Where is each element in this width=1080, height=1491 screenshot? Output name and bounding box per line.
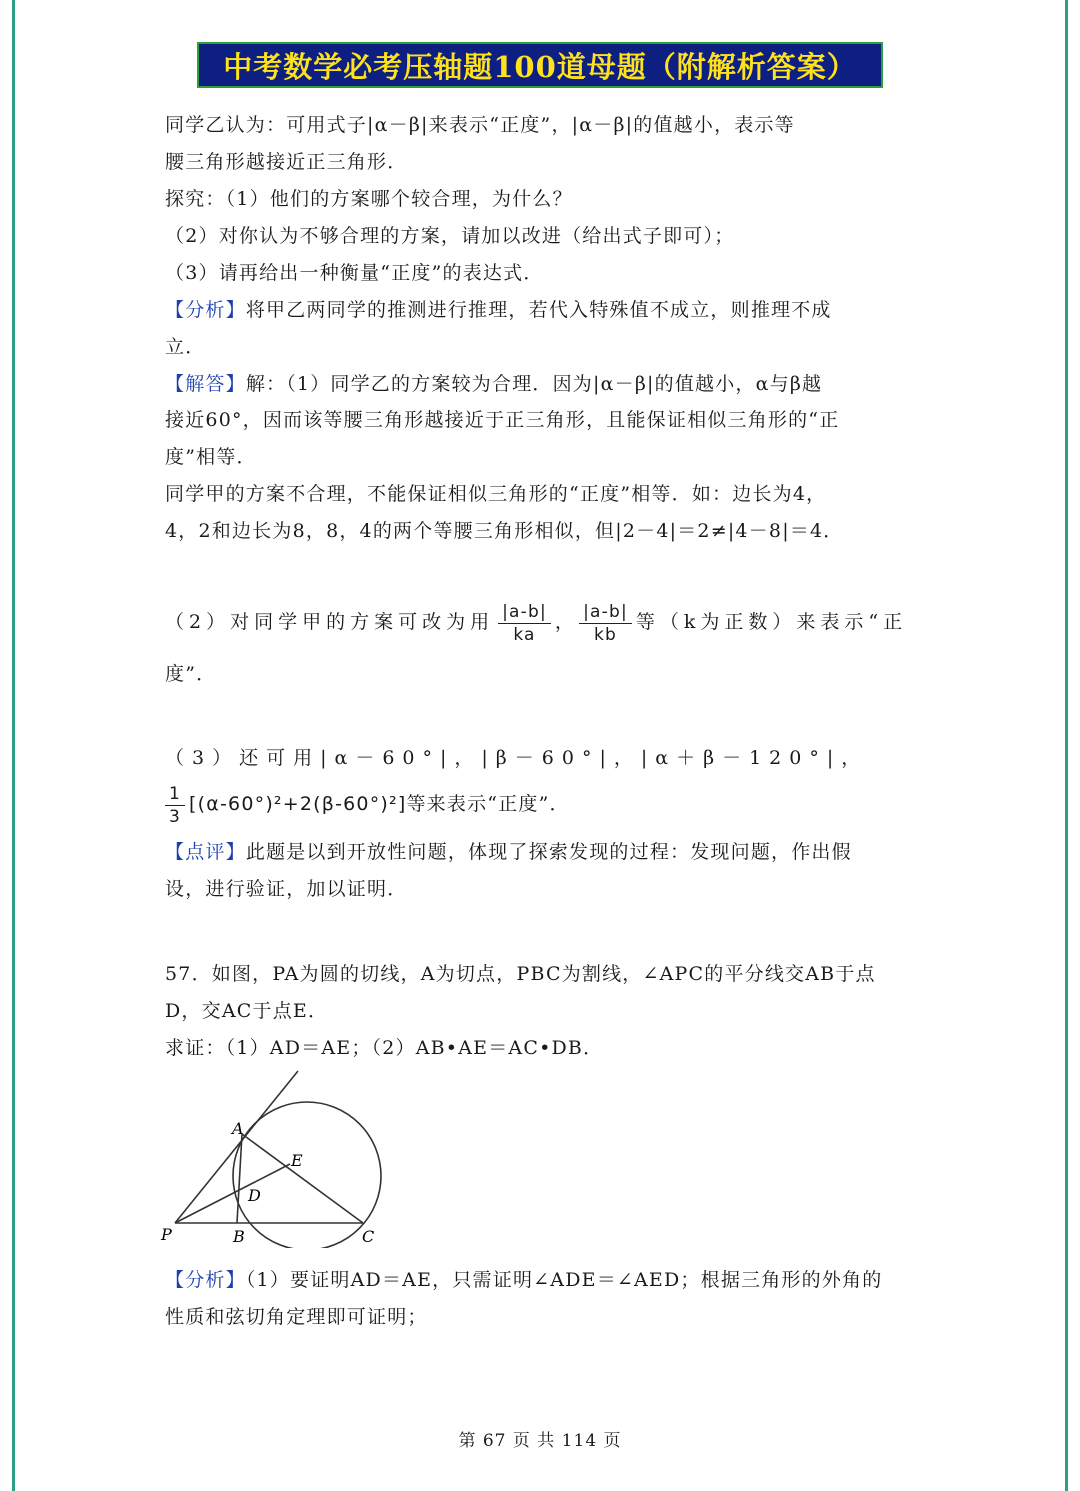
label-a: A [232,1119,244,1138]
analysis-paragraph [165,298,925,322]
analysis-tag: 【分析】 [165,299,246,321]
page-border-left [12,0,15,1491]
label-e: E [291,1151,303,1170]
fraction-denominator: kb [593,624,618,645]
text-span: （2）对同学甲的方案可改为用 [165,611,495,633]
fraction-denominator: 3 [169,806,182,827]
label-p: P [161,1225,172,1244]
text-span: 等（k为正数）来表示“正 [635,611,908,633]
text-line: D，交AC于点E． [165,1000,329,1022]
text-span: 此题是以到开放性问题，体现了探索发现的过程：发现问题，作出假 [245,841,852,863]
text-line: 立． [165,336,206,358]
text-line: 度”相等． [165,446,257,468]
text-line: 4，2和边长为8，8，4的两个等腰三角形相似，但|2－4|＝2≠|4－8|＝4． [165,520,844,542]
geometry-figure [155,1068,395,1248]
fraction-one-third [165,783,185,828]
fraction-denominator: ka [513,624,536,645]
text-span: 解：（1）同学乙的方案较为合理．因为|α－β|的值越小，α与β越 [245,373,823,395]
text-line: 接近60°，因而该等腰三角形越接近于正三角形，且能保证相似三角形的“正 [165,409,840,431]
solution-tag: 【解答】 [165,373,246,395]
solution-paragraph [165,372,925,396]
text-span: （1）要证明AD＝AE，只需证明∠ADE＝∠AED；根据三角形的外角的 [245,1269,883,1291]
fraction-a-over-kb [579,601,632,646]
comment-paragraph [165,840,925,864]
part3-formula-line [165,780,925,828]
text-line: （3）请再给出一种衡量“正度”的表达式． [165,262,544,284]
text-line: 性质和弦切角定理即可证明； [165,1306,428,1328]
page-footer: 第 67 页 共 114 页 [458,1431,622,1451]
fraction-numerator: 1 [165,783,185,806]
label-b: B [233,1227,245,1246]
text-line: 探究：（1）他们的方案哪个较合理，为什么？ [165,188,573,210]
text-line: 求证：（1）AD＝AE；（2）AB•AE＝AC•DB． [165,1037,604,1059]
fraction-numerator: |a-b| [498,601,551,624]
analysis-tag: 【分析】 [165,1269,246,1291]
analysis-57-paragraph [165,1268,925,1292]
question-57-line: 57．如图，PA为圆的切线，A为切点，PBC为割线，∠APC的平分线交AB于点 [165,963,876,985]
text-span: 将甲乙两同学的推测进行推理，若代入特殊值不成立，则推理不成 [245,299,832,321]
text-line: 腰三角形越接近正三角形． [165,151,408,173]
text-span: ， [554,611,576,633]
text-line: 度”． [165,663,217,685]
fraction-a-over-ka [498,601,551,646]
fraction-numerator: |a-b| [579,601,632,624]
title-banner [197,42,883,88]
text-line: 同学乙认为：可用式子|α－β|来表示“正度”，|α－β|的值越小，表示等 [165,114,795,136]
label-c: C [362,1227,375,1246]
page-border-right [1065,0,1068,1491]
formula-expression: [(α-60°)²+2(β-60°)²] [189,793,407,815]
part2-line [165,598,925,646]
comment-tag: 【点评】 [165,841,246,863]
text-span: 等来表示“正度”． [406,793,570,815]
text-line: 同学甲的方案不合理，不能保证相似三角形的“正度”相等．如：边长为4， [165,483,827,505]
text-line: 设，进行验证，加以证明． [165,878,408,900]
title-text: 中考数学必考压轴题100道母题（附解析答案） [223,49,857,84]
label-d: D [248,1186,261,1205]
text-line: （2）对你认为不够合理的方案，请加以改进（给出式子即可）； [165,225,735,247]
text-line: （3）还可用|α－60°|，|β－60°|，|α＋β－120°|， [165,747,869,769]
